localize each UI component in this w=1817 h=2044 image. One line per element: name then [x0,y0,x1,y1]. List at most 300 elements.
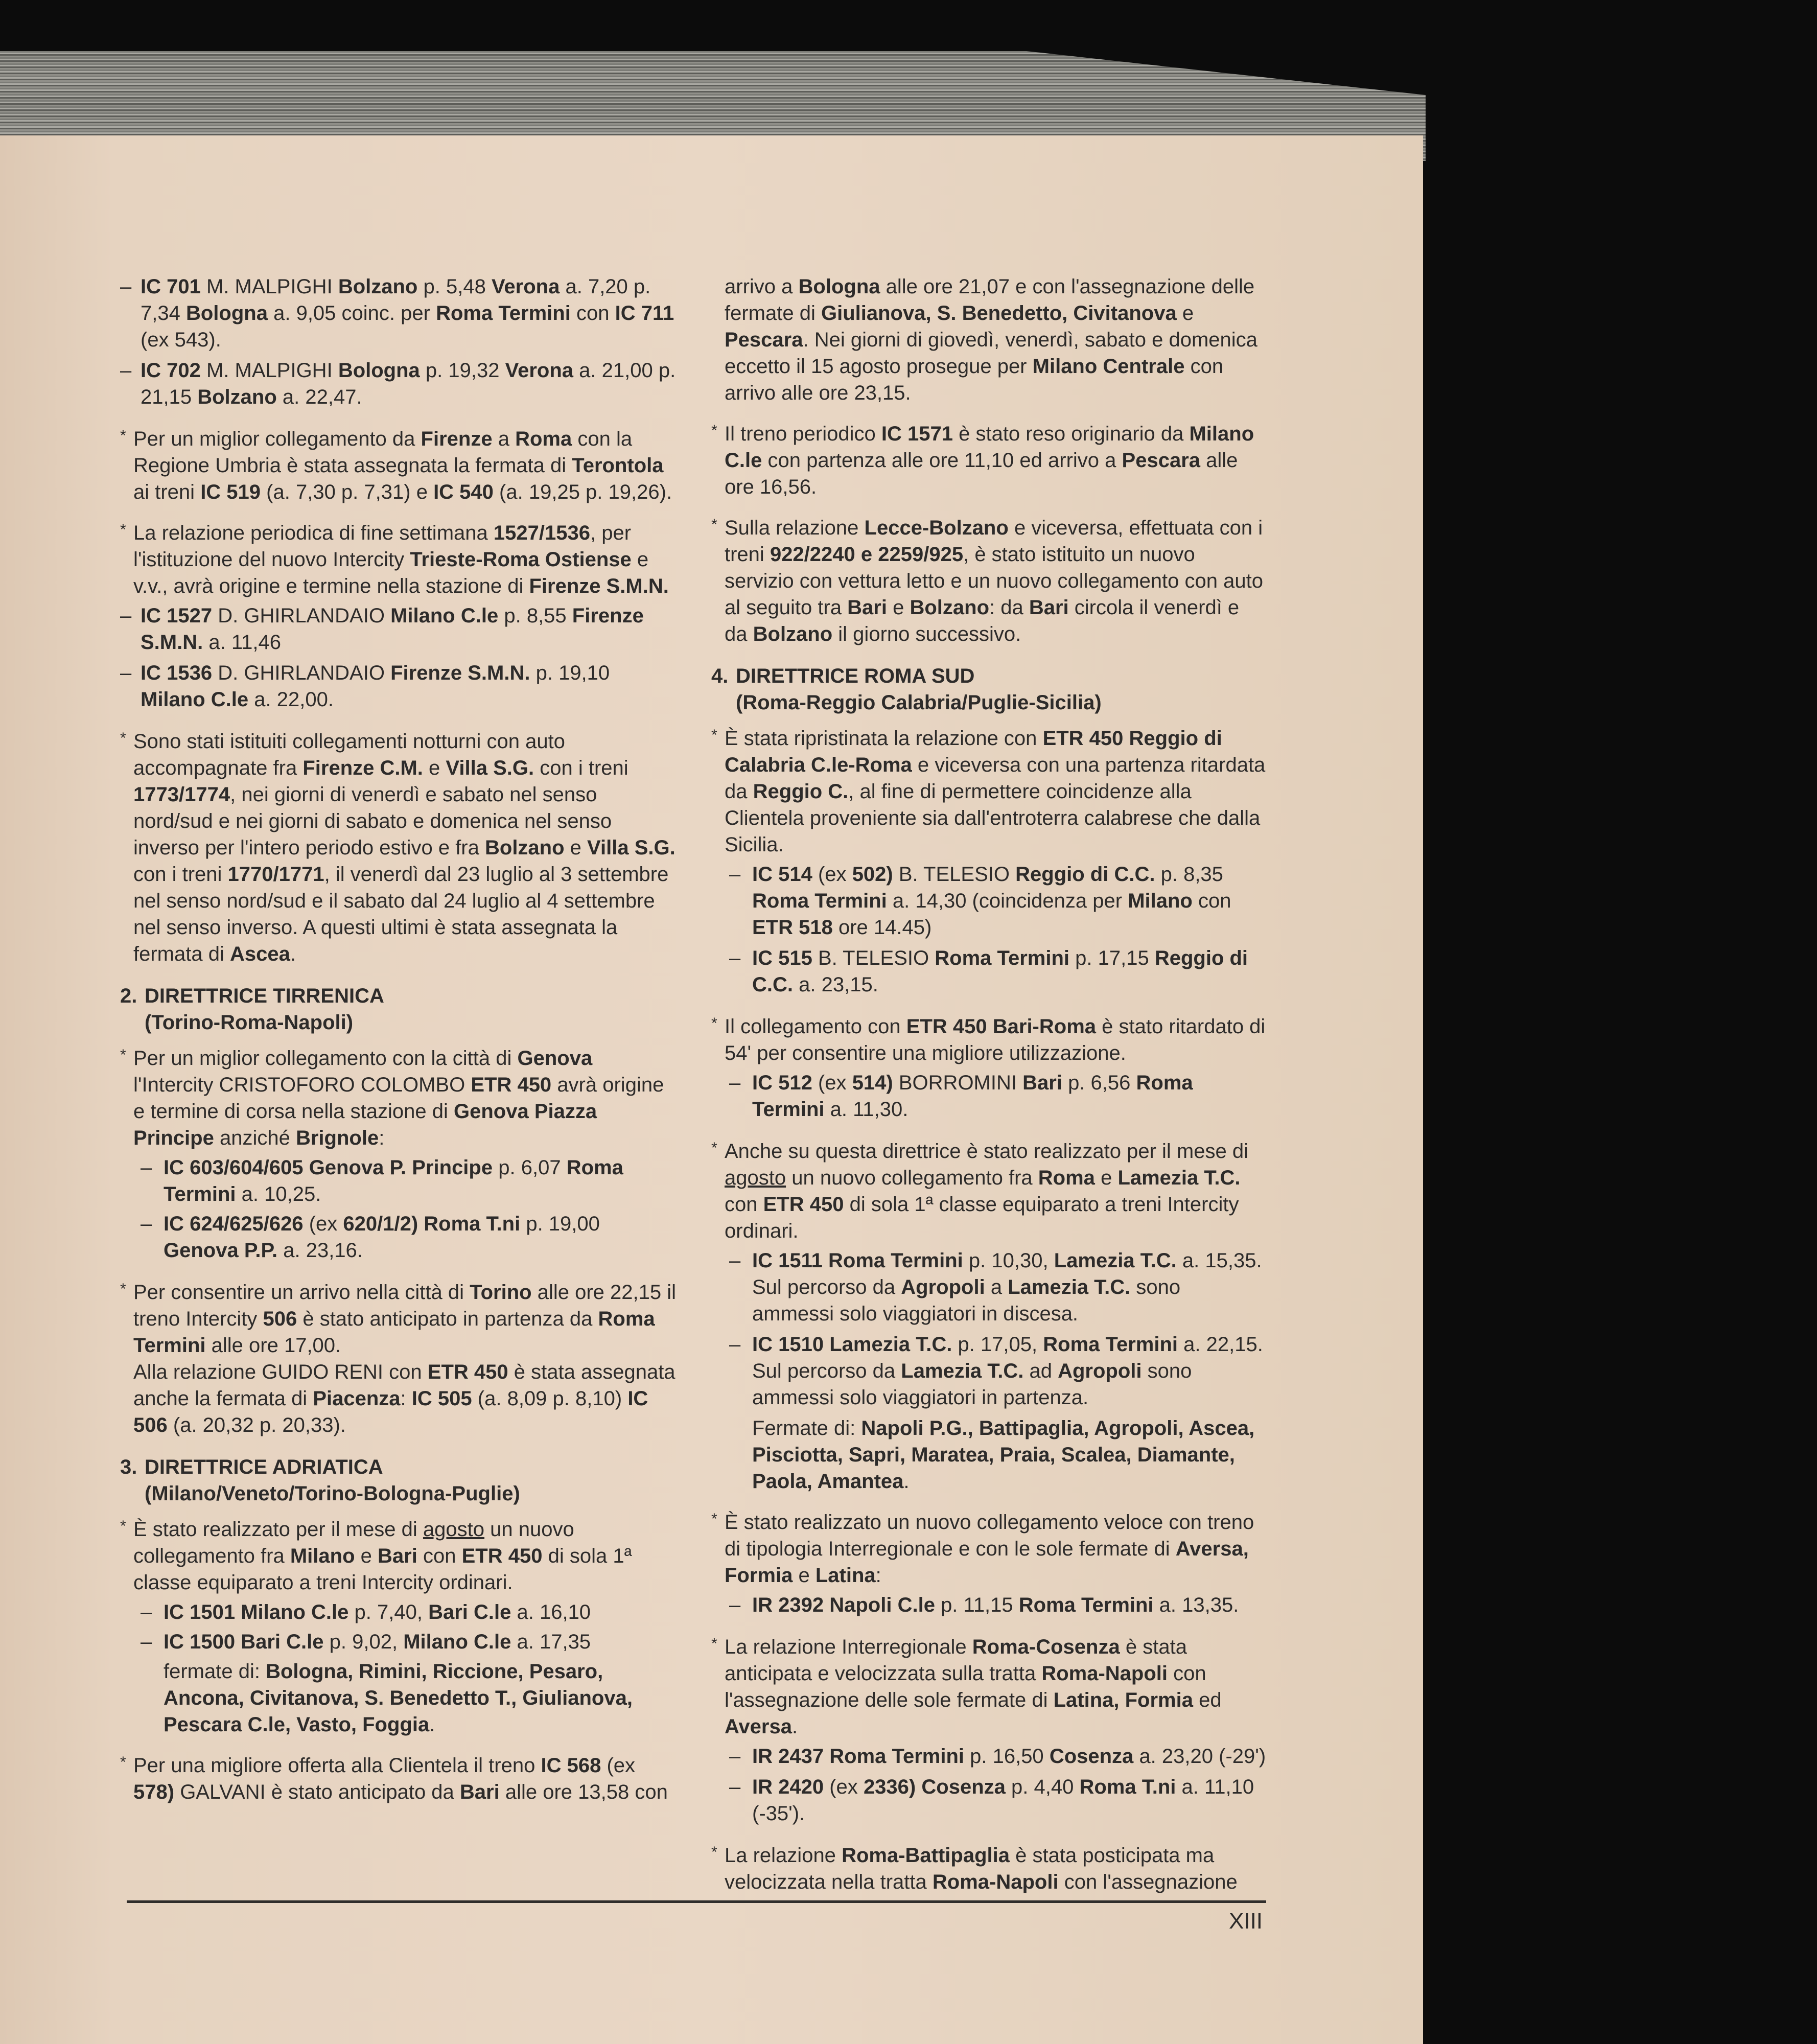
time: a. 16,10 [517,1601,591,1623]
destination: Firenze S.M.N. [141,605,644,654]
place: Roma [1038,1167,1095,1189]
dash-marker: – [729,1745,741,1768]
text: il giorno successivo. [838,623,1021,645]
destination: Reggio di C.C. [752,947,1248,996]
place: Aversa, Formia [725,1538,1249,1587]
train-code: ETR 518 [752,916,833,939]
time: p. 10,30, [968,1249,1049,1272]
text: (a. 19,25 p. 19,26). [499,481,672,503]
text: è stato ritardato di 54' per consentire una migliore utilizzazione. [725,1015,1266,1064]
origin: Milano C.le [241,1601,349,1623]
train-code: 1527/1536 [493,522,590,544]
place: Giulianova, S. Benedetto, Civitanova [821,302,1177,324]
text: con [576,302,610,324]
origin: Roma Termini [828,1249,963,1272]
note-lecce-bolzano [711,515,1267,647]
text: e viceversa con una partenza ritardata da [725,754,1266,803]
text: e [570,837,581,859]
time: p. 19,10 [535,662,610,684]
page-number: XIII [1229,1909,1263,1934]
train-name: BORROMINI [898,1072,1017,1094]
route: Roma-Battipaglia [842,1844,1010,1867]
place: Brignole [295,1127,379,1149]
text: (a. 8,09 p. 8,10) [477,1387,622,1410]
text: con i treni [133,863,222,886]
text: ad [1029,1360,1052,1382]
note-guido-reni [120,1359,676,1438]
route: Lecce-Bolzano [864,517,1009,539]
time: p. 19,00 [526,1213,600,1235]
train-type: ETR 450 [461,1545,543,1567]
text: (ex [309,1213,338,1235]
train-code: IC 1510 [752,1333,824,1356]
place: Reggio C. [753,780,849,803]
dash-marker: – [141,1631,152,1653]
train-entry-ic701 [120,273,676,353]
text: : [400,1387,406,1410]
time: a. 22,00. [254,688,334,711]
time: a. 11,46 [208,631,281,654]
train-code: IC 506 [133,1387,648,1436]
train-code: IC 505 [411,1387,472,1410]
train-code: IR 2392 [752,1594,824,1616]
train-name: M. MALPIGHI [206,275,333,298]
origin: Bari C.le [241,1631,324,1653]
note-interregionale [711,1509,1267,1589]
footer-rule [127,1900,1266,1903]
train-code: IC 540 [433,481,494,503]
origin: Cosenza [921,1776,1006,1798]
train-code: IC 603/604/605 [164,1156,304,1179]
train-entry-ic512 [711,1070,1267,1123]
time: p. 8,35 [1160,863,1223,886]
text: La relazione periodica di fine settimana [133,522,488,544]
note-roma-lamezia [711,1138,1267,1244]
place: Latina [815,1564,876,1587]
text: (a. 20,32 p. 20,33). [173,1414,346,1436]
train-code: IC 1536 [141,662,213,684]
time: p. 16,50 [970,1745,1044,1768]
note-roma-cosenza [711,1634,1267,1740]
destination: Roma T.ni [1079,1776,1176,1798]
dash-marker: – [729,1249,741,1272]
train-code: IC 512 [752,1072,812,1094]
text: con partenza alle ore 11,10 ed arrivo a [767,449,1116,472]
time: p. 11,15 [941,1594,1013,1616]
text: , nei giorni di venerdì e sabato nel senso nord/sud e nei giorni di sabato e domenica nel senso inverso per l'intero periodo estivo e fra [133,783,612,859]
origin: Reggio di C.C. [1015,863,1155,886]
train-code: IC 1500 [164,1631,236,1653]
section-subtitle: (Roma-Reggio Calabria/Puglie-Sicilia) [736,691,1102,714]
dash-marker: – [120,275,132,298]
place: Ascea [229,943,290,965]
note-genova [120,1045,676,1151]
time: p. 4,40 [1011,1776,1074,1798]
place: Bologna [798,275,880,298]
asterisk-marker: * [120,1281,126,1297]
text: agosto [423,1518,485,1541]
right-column [711,273,1267,1910]
section-number: 3. [120,1456,137,1478]
train-entry-ic1501 [120,1599,676,1625]
text: , al fine di permettere coincidenze alla Clientela proveniente sia dall'entroterra calabrese che dalla Sicilia. [725,780,1261,856]
time: a. 14,30 (coincidenza per [892,890,1123,912]
place: Milano Centrale [1032,355,1185,378]
train-entry-ic1510 [711,1331,1267,1411]
text: Il treno periodico [725,423,876,445]
note-milano-bari [120,1516,676,1596]
train-code: IC 568 [541,1754,601,1777]
destination: Roma Termini [164,1156,623,1205]
place: Pescara [1122,449,1201,472]
place: Firenze C.M. [302,757,423,779]
place: Lamezia T.C. [1117,1167,1241,1189]
note-1527-1536 [120,520,676,599]
place: Firenze S.M.N. [529,575,669,597]
text: e [1101,1167,1112,1189]
time: p. 6,56 [1068,1072,1131,1094]
train-entry-ic603 [120,1154,676,1207]
text: (ex 543). [141,329,221,351]
text: un nuovo collegamento fra [791,1167,1033,1189]
route: ETR 450 Reggio di Calabria C.le-Roma [725,727,1222,776]
text: alle ore 21,07 e con l'assegnazione delle fermate di [725,275,1255,324]
time: a. 11,10 (-35'). [752,1776,1254,1825]
train-entry-ic1500 [120,1629,676,1655]
train-code: 578) [133,1781,175,1803]
note-night-auto-trains [120,728,676,967]
place: Villa S.G. [587,837,675,859]
asterisk-marker: * [120,1047,126,1063]
dash-marker: – [729,1072,741,1094]
text: , il venerdì dal 23 luglio al 3 settembre nel senso nord/sud e il sabato dal 24 luglio al 4 settembre nel senso inverso. A questi ultimi è stata assegnata la fermata di [133,863,669,965]
text: (ex [607,1754,636,1777]
time: a. 15,35. [1182,1249,1262,1272]
section-title: DIRETTRICE ADRIATICA [145,1456,383,1478]
place: Aversa [725,1715,792,1738]
train-code: 1773/1774 [133,783,230,806]
section-title: DIRETTRICE TIRRENICA [145,985,384,1007]
text: è stata posticipata ma velocizzata nella tratta [725,1844,1215,1893]
text: Sul percorso da [752,1360,896,1382]
place: Bari [847,596,887,619]
text: alle ore 17,00. [211,1334,341,1357]
section-title: DIRETTRICE ROMA SUD [736,665,975,687]
text: alle ore 13,58 con [505,1781,668,1803]
destination: Roma Termini [752,890,887,912]
train-entry-ic702 [120,357,676,410]
origin: Roma T.ni [424,1213,521,1235]
train-type: ETR 450 [471,1074,552,1096]
time: p. 5,48 [423,275,486,298]
section-subtitle: (Torino-Roma-Napoli) [145,1011,354,1034]
asterisk-marker: * [711,1635,717,1652]
text: fermate di: [164,1660,260,1683]
train-entry-ic1511 [711,1247,1267,1327]
text: con l'assegnazione [1064,1871,1238,1893]
time: a. 23,16. [283,1239,363,1262]
text: sono ammessi solo viaggiatori in partenza. [752,1360,1192,1409]
text: di sola 1ª classe equiparato a treni Intercity ordinari. [133,1545,632,1594]
section-subtitle: (Milano/Veneto/Torino-Bologna-Puglie) [145,1482,520,1505]
train-type: ETR 450 [763,1193,844,1216]
asterisk-marker: * [711,1015,717,1032]
place: Latina, Formia [1053,1689,1193,1711]
text: Sul percorso da [752,1276,896,1298]
time: a. 10,25. [241,1183,321,1205]
text: circola il venerdì e da [725,596,1240,645]
note-ic568 [120,1752,676,1805]
left-column [120,273,676,1820]
text: avrà origine e termine di corsa nella stazione di [133,1074,664,1123]
train-entry-ir2437 [711,1743,1267,1770]
text: . Nei giorni di giovedì, venerdì, sabato e domenica eccetto il 15 agosto prosegue per [725,329,1257,378]
train-code: IR 2437 [752,1745,824,1768]
asterisk-marker: * [120,427,126,444]
section-heading-4 [711,663,1267,716]
via: Verona [505,359,574,382]
text: Per un miglior collegamento con la città di [133,1047,512,1070]
train-code: IC 701 [141,275,201,298]
text: con [423,1545,456,1567]
text: , è stato istituito un nuovo servizio con vettura letto e un nuovo collegamento con auto al seguito tra [725,543,1263,619]
section-heading-2 [120,983,676,1036]
text: (ex [818,1072,847,1094]
time: p. 17,05, [958,1333,1038,1356]
asterisk-marker: * [120,730,126,747]
dash-marker: – [141,1156,152,1179]
origin: Milano C.le [390,605,499,627]
text: alle ore 16,56. [725,449,1238,498]
destination: Roma Termini [1018,1594,1154,1616]
stops-list-adriatica [120,1658,676,1738]
train-entry-ic515 [711,945,1267,998]
text: Sulla relazione [725,517,859,539]
section-number: 4. [711,665,729,687]
destination: Milano C.le [403,1631,511,1653]
text: e v.v., avrà origine e termine nella stazione di [133,548,649,597]
asterisk-marker: * [711,422,717,439]
dash-marker: – [729,1333,741,1356]
train-code: IR 2420 [752,1776,824,1798]
text: È stato realizzato per il mese di [133,1518,417,1541]
text: . [903,1470,910,1493]
origin: Genova P. Principe [309,1156,493,1179]
text: (ex [818,863,847,886]
train-code: IC 519 [200,481,261,503]
train-name: B. TELESIO [818,947,929,969]
train-code: 506 [263,1308,297,1330]
text: . [290,943,296,965]
asterisk-marker: * [711,1511,717,1527]
train-type: ETR 450 [427,1361,508,1383]
destination: Cosenza [1049,1745,1134,1768]
note-roma-battipaglia [711,1842,1267,1895]
time: a. 17,35 [517,1631,591,1653]
time: a. 11,30. [830,1098,908,1121]
train-code: 2336) [863,1776,916,1798]
place: Bolzano [485,837,565,859]
dash-marker: – [729,1594,741,1616]
place: Roma [515,428,572,450]
time: p. 6,07 [498,1156,561,1179]
text: con la Regione Umbria è stata assegnata la fermata di [133,428,633,477]
text: : [875,1564,881,1587]
route: Roma-Cosenza [972,1636,1120,1658]
text: e [360,1545,372,1567]
note-continuation [711,273,1267,406]
place: Bolzano [753,623,833,645]
text: È stato realizzato un nuovo collegamento veloce con treno di tipologia Interregionale e con le sole fermate di [725,1511,1254,1560]
dash-marker: – [120,605,132,627]
via: Verona [491,275,560,298]
route: Trieste-Roma Ostiense [410,548,632,571]
time: a. 21,00 p. 21,15 [141,359,676,408]
train-name: M. MALPIGHI [206,359,333,382]
place: Bolzano [910,596,990,619]
asterisk-marker: * [711,516,717,533]
train-code: IC 1571 [881,423,953,445]
dash-marker: – [729,863,741,886]
note-reggio-roma [711,725,1267,858]
train-code: IC 1527 [141,605,213,627]
origin: Napoli C.le [829,1594,935,1616]
text: è stata assegnata anche la fermata di [133,1361,675,1410]
dash-marker: – [729,1776,741,1798]
stop-list: Napoli P.G., Battipaglia, Agropoli, Ascea, Pisciotta, Sapri, Maratea, Praia, Scalea, Diamante, Paola, Amantea [752,1417,1255,1493]
place: Villa S.G. [446,757,534,779]
text: l'Intercity CRISTOFORO COLOMBO [133,1074,465,1096]
text: Fermate di: [752,1417,856,1439]
train-entry-ir2420 [711,1774,1267,1827]
time: a. 22,47. [282,386,362,408]
place: Milano [290,1545,355,1567]
train-name: B. TELESIO [898,863,1010,886]
destination: Bolzano [197,386,277,408]
text: è stata anticipata e velocizzata sulla tratta [725,1636,1187,1685]
train-entry-ic514 [711,861,1267,941]
text: con arrivo alle ore 23,15. [725,355,1224,404]
origin: Bolzano [338,275,418,298]
text: alle ore 22,15 il treno Intercity [133,1281,676,1330]
asterisk-marker: * [120,521,126,538]
note-terontola [120,426,676,505]
text: Il collegamento con [725,1015,901,1038]
text: ed [1199,1689,1222,1711]
route: Roma-Napoli [1041,1662,1168,1685]
asterisk-marker: * [711,1140,717,1156]
place: Pescara [725,329,803,351]
time: a. 7,20 p. 7,34 [141,275,651,324]
note-bari-roma [711,1013,1267,1066]
destination: Lamezia T.C. [1054,1249,1177,1272]
train-code: IC 514 [752,863,812,886]
destination: Bari C.le [428,1601,511,1623]
time: p. 7,40, [354,1601,423,1623]
text: Sono stati istituiti collegamenti notturni con auto accompagnate fra [133,730,565,779]
time: a. 9,05 coinc. per [273,302,430,324]
route: ETR 450 Bari-Roma [906,1015,1097,1038]
text: La relazione Interregionale [725,1636,967,1658]
origin: Firenze S.M.N. [390,662,530,684]
train-code: IC 1501 [164,1601,236,1623]
place: Terontola [572,454,664,477]
text: GALVANI è stato anticipato da [180,1781,454,1803]
dash-marker: – [120,359,132,382]
text: Anche su questa direttrice è stato realizzato per il mese di [725,1140,1248,1163]
train-entry-ic1536 [120,660,676,713]
text: ore 14.45) [838,916,932,939]
text: (ex [829,1776,858,1798]
place: Genova [517,1047,593,1070]
text: Per un miglior collegamento da [133,428,415,450]
text: a [990,1276,1003,1298]
place: Torino [470,1281,532,1304]
time: a. 23,20 (-29') [1139,1745,1266,1768]
train-code: IC 1511 [752,1249,823,1272]
time: a. 22,15. [1183,1333,1263,1356]
asterisk-marker: * [711,1844,717,1861]
place: Bari [459,1781,500,1803]
train-code: 1770/1771 [227,863,324,886]
text: e [1182,302,1194,324]
train-code: 620/1/2) [343,1213,418,1235]
text: con [1198,890,1231,912]
place: Genova Piazza Principe [133,1100,597,1149]
section-heading-3 [120,1454,676,1507]
train-code: 514) [852,1072,893,1094]
train-name: D. GHIRLANDAIO [218,605,385,627]
dash-marker: – [141,1601,152,1623]
text: Per consentire un arrivo nella città di [133,1281,464,1304]
text: è stato reso originario da [959,423,1184,445]
train-name: D. GHIRLANDAIO [218,662,385,684]
train-code: 922/2240 e 2259/925 [770,543,964,566]
place: Lamezia T.C. [901,1360,1024,1382]
text: ai treni [133,481,195,503]
text: e [429,757,440,779]
text: , per l'istituzione del nuovo Intercity [133,522,632,571]
train-entry-ir2392 [711,1592,1267,1618]
route: Roma-Napoli [932,1871,1059,1893]
time: p. 8,55 [504,605,567,627]
text: . [791,1715,798,1738]
asterisk-marker: * [120,1754,126,1771]
place: Bari [378,1545,417,1567]
origin: Bologna [338,359,420,382]
text: a [498,428,509,450]
text: anziché [219,1127,290,1149]
train-code: IC 702 [141,359,201,382]
text: : da [989,596,1023,619]
time: p. 17,15 [1075,947,1149,969]
destination: Milano C.le [141,688,249,711]
train-entry-ic1527 [120,602,676,656]
text: e [798,1564,810,1587]
place: Roma Termini [133,1308,655,1357]
text: . [429,1713,435,1736]
train-code: IC 711 [615,302,674,324]
text: è stato anticipato in partenza da [302,1308,593,1330]
text: e viceversa, effettuata con i treni [725,517,1263,566]
place: Firenze [421,428,493,450]
time: a. 23,15. [799,973,878,996]
text: : [379,1127,385,1149]
note-torino [120,1279,676,1359]
place: Lamezia T.C. [1008,1276,1131,1298]
destination: Genova P.P. [164,1239,278,1262]
dash-marker: – [120,662,132,684]
